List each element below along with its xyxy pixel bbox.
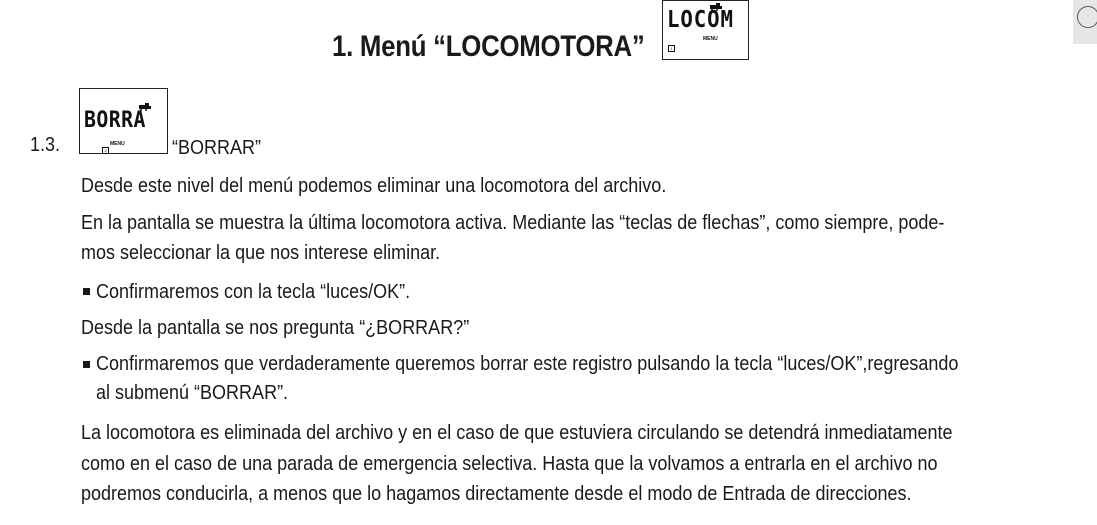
lcd-menu-label: MENU (703, 36, 718, 42)
paragraph-3: Desde la pantalla se nos pregunta “¿BORRAR?” (81, 317, 470, 339)
bullet-item-2-line-1: Confirmaremos que verdaderamente queremos borrar este registro pulsando la tecla “luces/OK”,regresando (96, 353, 959, 375)
section-label: “BORRAR” (172, 137, 262, 159)
page-corner-ring (1077, 6, 1097, 28)
bullet-item-2-line-2: al submenú “BORRAR”. (96, 382, 289, 404)
lcd-index: 3 (102, 147, 109, 154)
paragraph-4-line-1: La locomotora es eliminada del archivo y en el caso de que estuviera circulando se detendrá inmediatamente (81, 422, 953, 444)
bullet-marker (83, 361, 90, 368)
page-title: 1. Menú “LOCOMOTORA” (332, 30, 645, 63)
paragraph-4-line-3: podremos conducirla, a menos que lo hagamos directamente desde el modo de Entrada de direcciones. (81, 483, 912, 505)
bullet-marker (83, 288, 90, 295)
lcd-display-locom (662, 0, 749, 60)
lcd-index: 1 (668, 45, 675, 52)
paragraph-2-line-1: En la pantalla se muestra la última locomotora activa. Mediante las “teclas de flechas”, como siempre, pode- (81, 212, 945, 234)
paragraph-1: Desde este nivel del menú podemos eliminar una locomotora del archivo. (81, 175, 667, 197)
lcd-segment-text: LOCOM (667, 7, 734, 33)
paragraph-2-line-2: mos seleccionar la que nos interese eliminar. (81, 242, 441, 264)
paragraph-4-line-2: como en el caso de una parada de emergencia selectiva. Hasta que la volvamos a entrarla en el archivo no (81, 453, 938, 475)
lcd-menu-label: MENU (110, 141, 125, 147)
lcd-segment-text: BORRA (84, 108, 146, 133)
lcd-display-borra (79, 88, 168, 154)
section-number: 1.3. (30, 134, 61, 156)
bullet-item-1: Confirmaremos con la tecla “luces/OK”. (96, 281, 411, 303)
